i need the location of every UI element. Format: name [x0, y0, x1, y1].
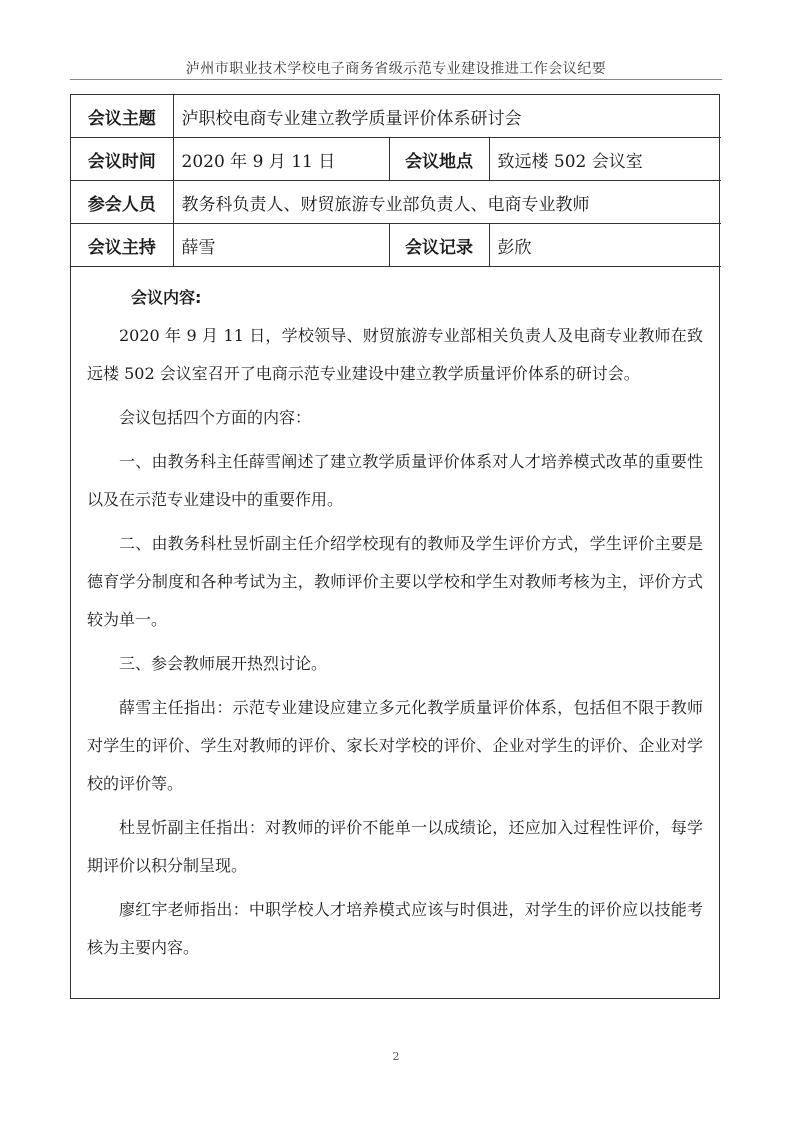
- place-value: 致远楼 502 会议室: [489, 138, 721, 181]
- recorder-label: 会议记录: [389, 224, 489, 267]
- attendees-value: 教务科负责人、财贸旅游专业部负责人、电商专业教师: [173, 181, 721, 224]
- time-label: 会议时间: [71, 138, 173, 181]
- content-title: 会议内容:: [131, 288, 202, 307]
- attendees-label: 参会人员: [71, 181, 173, 224]
- content-paragraph: 一、由教务科主任薛雪阐述了建立教学质量评价体系对人才培养模式改革的重要性以及在示范专业建设中的重要作用。: [87, 452, 703, 509]
- topic-label: 会议主题: [71, 95, 173, 138]
- topic-value: 泸职校电商专业建立教学质量评价体系研讨会: [173, 95, 721, 138]
- recorder-value: 彭欣: [489, 224, 721, 267]
- attendees-row: [71, 181, 721, 224]
- page-number: 2: [392, 1050, 400, 1063]
- meeting-content: [71, 267, 719, 967]
- meeting-info-table: [71, 95, 721, 267]
- place-label: 会议地点: [389, 138, 489, 181]
- content-paragraph: 杜昱忻副主任指出：对教师的评价不能单一以成绩论，还应加入过程性评价，每学期评价以积分制呈现。: [87, 818, 703, 875]
- time-place-row: [71, 138, 721, 181]
- host-recorder-row: [71, 224, 721, 267]
- content-paragraph: 二、由教务科杜昱忻副主任介绍学校现有的教师及学生评价方式，学生评价主要是德育学分制度和各种考试为主，教师评价主要以学校和学生对教师考核为主，评价方式较为单一。: [87, 534, 703, 629]
- page-header-title: 泸州市职业技术学校电子商务省级示范专业建设推进工作会议纪要: [185, 61, 607, 77]
- content-paragraph: 薛雪主任指出：示范专业建设应建立多元化教学质量评价体系，包括但不限于教师对学生的评价、学生对教师的评价、家长对学校的评价、企业对学生的评价、企业对学校的评价等。: [87, 698, 703, 793]
- meeting-minutes-frame: [70, 94, 720, 999]
- host-label: 会议主持: [71, 224, 173, 267]
- topic-row: [71, 95, 721, 138]
- content-paragraph: 廖红宇老师指出：中职学校人才培养模式应该与时俱进，对学生的评价应以技能考核为主要内容。: [87, 900, 703, 957]
- content-paragraph: 2020 年 9 月 11 日，学校领导、财贸旅游专业部相关负责人及电商专业教师在致远楼 502 会议室召开了电商示范专业建设中建立教学质量评价体系的研讨会。: [87, 326, 703, 383]
- time-value: 2020 年 9 月 11 日: [173, 138, 389, 181]
- content-paragraph: 三、参会教师展开热烈讨论。: [119, 654, 328, 673]
- header-divider: [70, 79, 722, 80]
- content-paragraph: 会议包括四个方面的内容：: [119, 408, 312, 427]
- host-value: 薛雪: [173, 224, 389, 267]
